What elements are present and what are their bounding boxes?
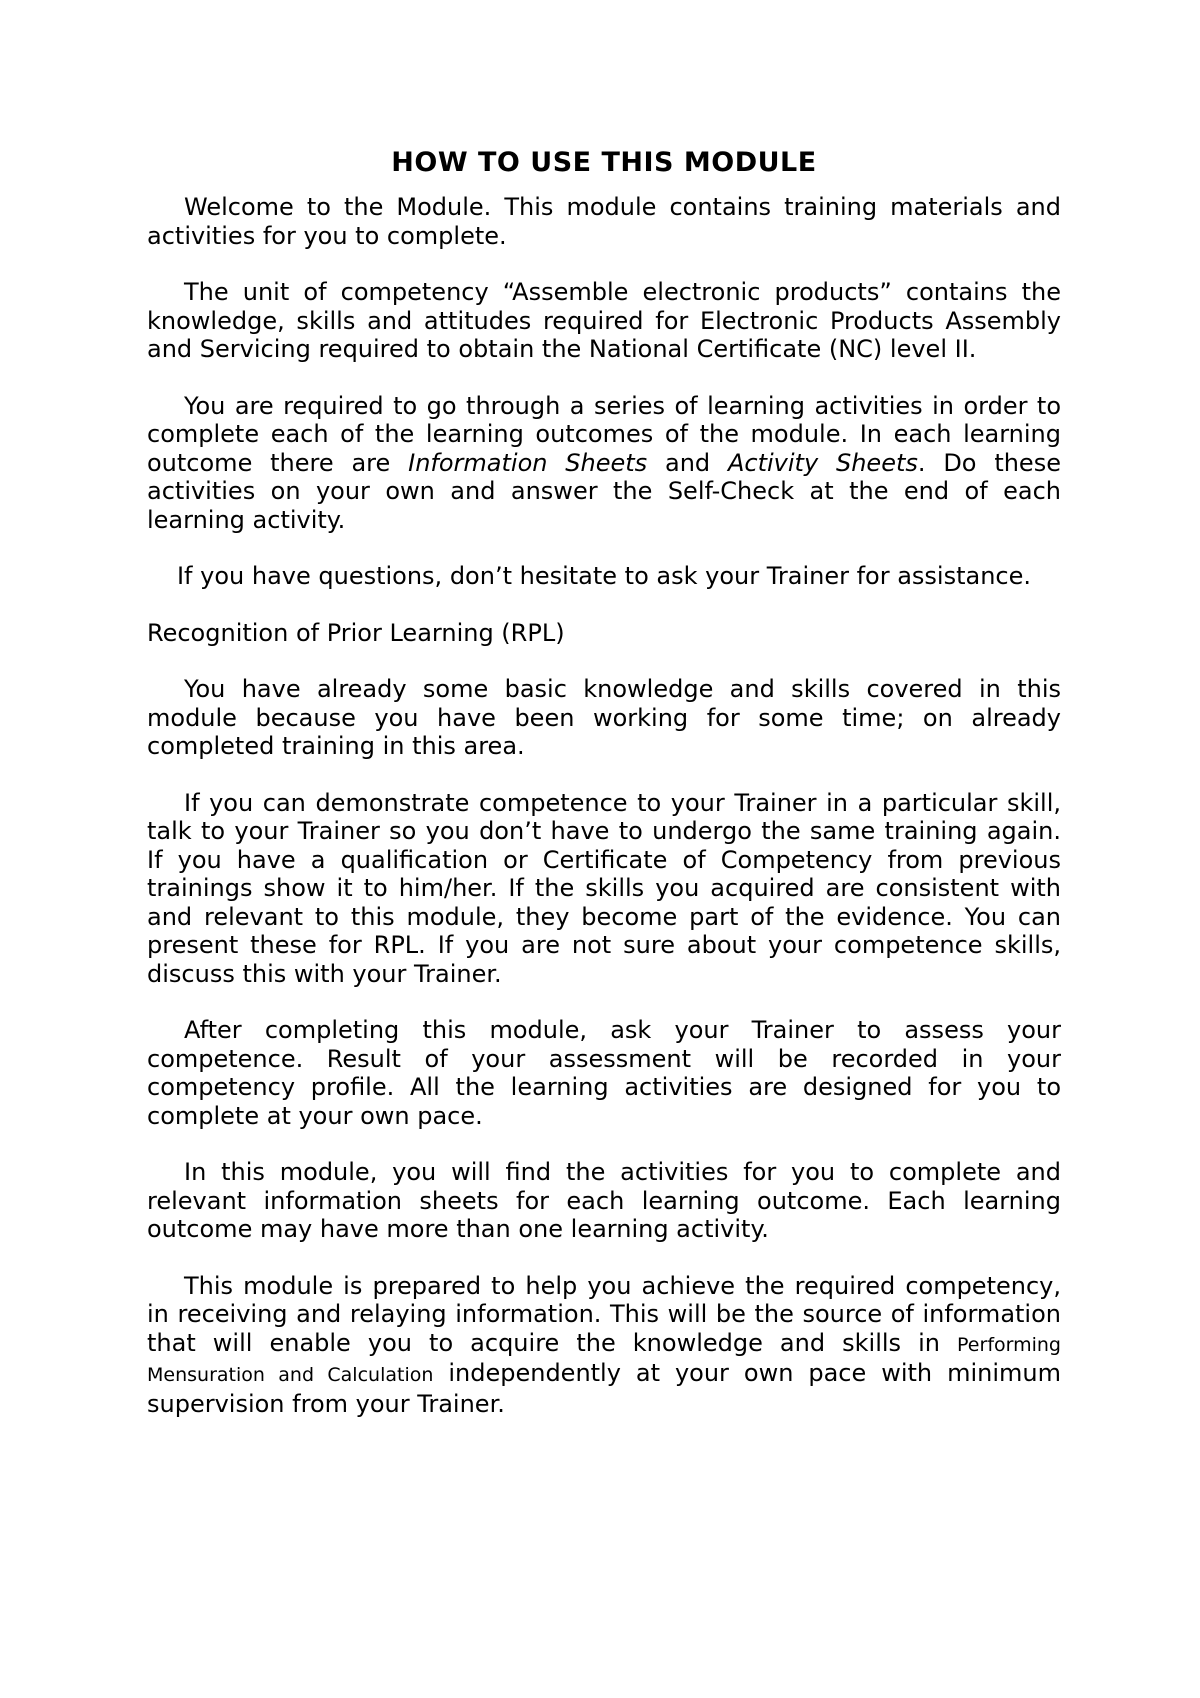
module-title-inline: Performing Mensuration and Calculation: [147, 1333, 1061, 1386]
paragraph-demonstrate-competence: If you can demonstrate competence to your Trainer in a particular skill, talk to your Trainer so you don’t have to undergo the same training again. If you have a qualification or Certificate of Competency from previous trainings show it to him/her. If the skills you acquired are consistent with and relevant to this module, they become part of the evidence. You can present these for RPL. If you are not sure about your competence skills, discuss this with your Trainer.: [147, 788, 1061, 988]
paragraph-prior-knowledge: You have already some basic knowledge and skills covered in this module because you have been working for some time; on already completed training in this area.: [147, 675, 1061, 760]
page-title: HOW TO USE THIS MODULE: [391, 147, 817, 178]
paragraph-text: You are required to go through a series of learning activities in order to complete each of the learning outcomes of the module. In each learning outcome there are: [147, 391, 1061, 477]
paragraph-unit-of-competency: The unit of competency “Assemble electronic products” contains the knowledge, skills and attitudes required for Electronic Products Assembly and Servicing required to obtain the National Certificate (NC) level II.: [147, 278, 1061, 363]
paragraph-text: and: [647, 448, 728, 477]
activity-sheets-emphasis: Activity Sheets: [727, 448, 918, 477]
paragraph-text: . Do these activities on your own and answer the Self-Check at the end of each learning activity.: [147, 448, 1061, 534]
rpl-heading: Recognition of Prior Learning (RPL): [147, 618, 565, 647]
paragraph-questions: If you have questions, don’t hesitate to ask your Trainer for assistance.: [176, 562, 1032, 590]
document-body: [147, 143, 1061, 1446]
paragraph-welcome: Welcome to the Module. This module contains training materials and activities for you to complete.: [147, 193, 1061, 250]
paragraph-learning-activities: [147, 392, 1061, 535]
paragraph-module-purpose: [147, 1272, 1061, 1419]
paragraph-activities: In this module, you will find the activities for you to complete and relevant information sheets for each learning outcome. Each learning outcome may have more than one learning activity.: [147, 1158, 1061, 1243]
information-sheets-emphasis: Information Sheets: [408, 448, 648, 477]
paragraph-assessment: After completing this module, ask your Trainer to assess your competence. Result of your assessment will be recorded in your competency profile. All the learning activities are designed for you to complete at your own pace.: [147, 1016, 1061, 1130]
paragraph-text: independently at your own pace with minimum supervision from your Trainer.: [147, 1359, 1061, 1418]
paragraph-text: This module is prepared to help you achieve the required competency, in receiving and relaying information. This will be the source of information that will enable you to acquire the knowledge and skills in: [147, 1271, 1061, 1357]
